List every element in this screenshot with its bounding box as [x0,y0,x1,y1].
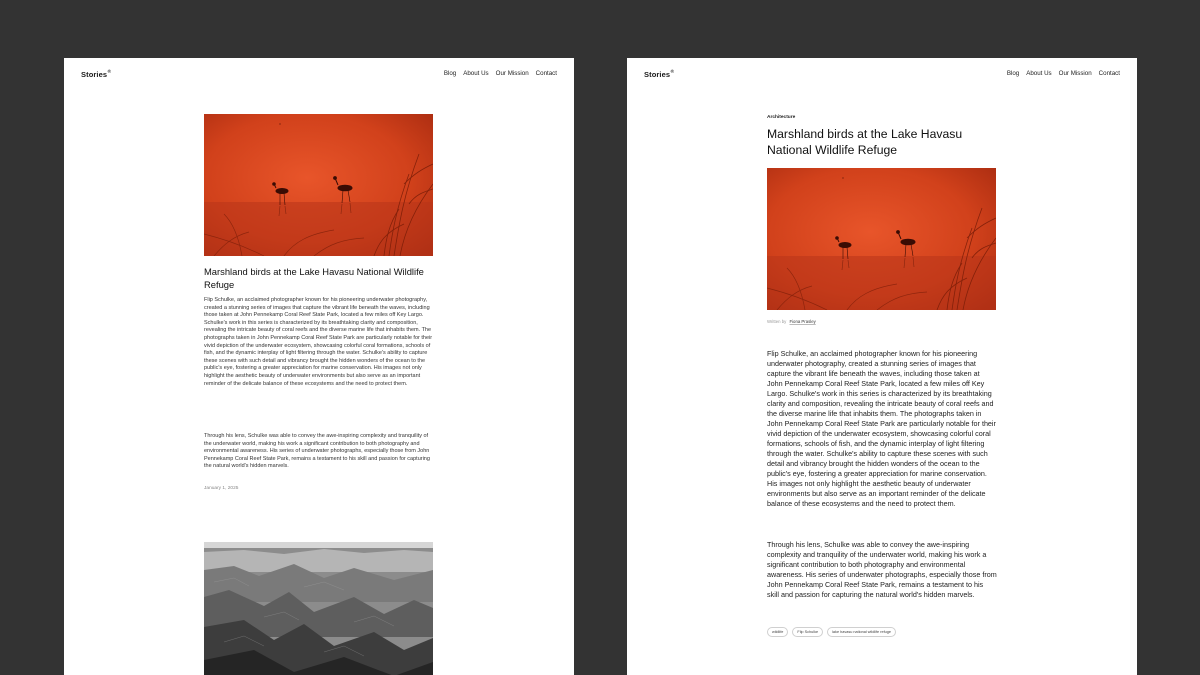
article-title: Marshland birds at the Lake Havasu National Wildlife Refuge [767,127,963,157]
post-excerpt-paragraph-1: Flip Schulke, an acclaimed photographer known for his pioneering underwater photography, created a stunning series of images that capture the vibrant life beneath the waves, including those taken at John Pennekamp Coral Reef State Park, located a few miles off Key Largo. Schulke's work in this series is characterized by its breathtaking clarity and composition, revealing the intricate beauty of coral reefs and the diverse marine life that inhabits them. The photographs taken in John Pennekamp Coral Reef State Park are particularly notable for their vivid depiction of the underwater ecosystem, showcasing colorful coral formations, schools of fish, and the dynamic interplay of light filtering through the water. Schulke's ability to capture these scenes with such detail and vibrancy brought the hidden wonders of the ocean to the public's eye, fostering a greater appreciation for marine conservation. His images not only highlight the aesthetic beauty of underwater environments but also serve as an important reminder of the delicate balance of these ecosystems and the need to protect them. [204,297,433,387]
nav-link-contact[interactable]: Contact [1098,70,1120,77]
nav-links [444,70,557,77]
post-date: January 1, 2025 [204,486,239,491]
article-category[interactable]: Architecture [767,115,796,120]
tag-wildlife[interactable]: wildlife [767,627,788,637]
article-byline [767,319,816,324]
article-paragraph-1: Flip Schulke, an acclaimed photographer known for his pioneering underwater photography, created a stunning series of images that capture the vibrant life beneath the waves, including those taken at John Pennekamp Coral Reef State Park, located a few miles off Key Largo. Schulke's work in this series is characterized by its breathtaking clarity and composition, revealing the intricate beauty of coral reefs and the diverse marine life that inhabits them. The photographs taken in John Pennekamp Coral Reef State Park are particularly notable for their vivid depiction of the underwater ecosystem, showcasing colorful coral formations, schools of fish, and the dynamic interplay of light filtering through the water. Schulke's ability to capture these scenes with such detail and vibrancy brought the hidden wonders of the ocean to the public's eye, fostering a greater appreciation for marine conservation. His images not only highlight the aesthetic beauty of underwater environments but also serve as an important reminder of the delicate balance of these ecosystems and the need to protect them. [767,349,996,508]
nav-link-about-us[interactable]: About Us [1026,70,1052,77]
post-title[interactable]: Marshland birds at the Lake Havasu National Wildlife Refuge [204,266,424,290]
next-post-cover-image[interactable] [204,542,433,675]
post-excerpt-paragraph-2: Through his lens, Schulke was able to convey the awe-inspiring complexity and tranquility of the underwater world, making his work a significant contribution to both photography and environmental awareness. His series of underwater photographs, especially those from John Pennekamp Coral Reef State Park, remains a testament to his skill and passion for capturing the natural world's hidden marvels. [204,433,430,470]
nav-link-contact[interactable]: Contact [535,70,557,77]
byline-prefix: Written by [767,319,787,324]
nav-link-blog[interactable]: Blog [443,70,457,77]
top-navigation [644,70,1120,84]
site-logo[interactable]: Stories® [81,69,112,79]
blog-list-page [64,58,574,675]
article-tags [767,627,896,637]
tag-lake-havasu[interactable]: lake havasu national wildlife refuge [827,627,896,637]
nav-link-our-mission[interactable]: Our Mission [1058,70,1092,77]
blog-article-page [627,58,1137,675]
nav-link-our-mission[interactable]: Our Mission [495,70,529,77]
nav-link-blog[interactable]: Blog [1006,70,1020,77]
top-navigation [81,70,557,84]
post-cover-image[interactable] [204,114,433,256]
article-hero-image [767,168,996,310]
article-paragraph-2: Through his lens, Schulke was able to convey the awe-inspiring complexity and tranquility of the underwater world, making his work a significant contribution to both photography and environmental awareness. His series of underwater photographs, especially those from John Pennekamp Coral Reef State Park, remains a testament to his skill and passion for capturing the natural world's hidden marvels. [767,540,997,599]
nav-link-about-us[interactable]: About Us [463,70,489,77]
tag-flip-schulke[interactable]: Flip Schulke [792,627,823,637]
nav-links [1007,70,1120,77]
site-logo[interactable]: Stories® [644,69,675,79]
author-link[interactable]: Fiona Prasley [789,319,816,324]
